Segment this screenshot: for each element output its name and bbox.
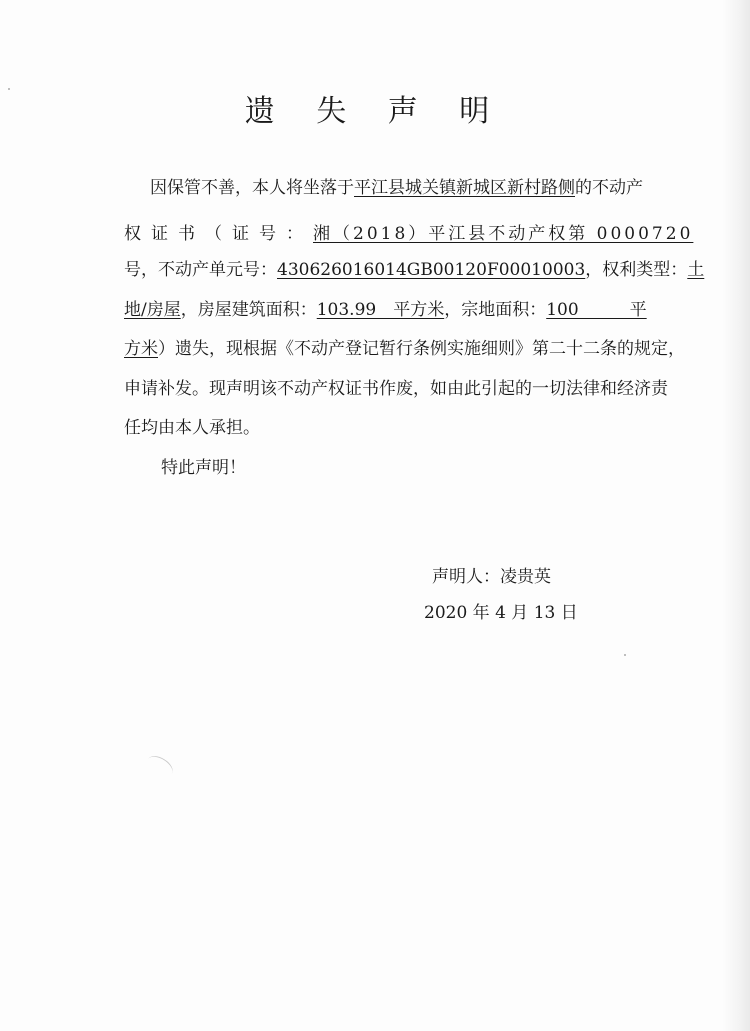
declarant-label: 声明人： — [432, 567, 500, 587]
line3-prefix: 号，不动产单元号： — [124, 260, 277, 280]
land-area-part1: 100 平 — [546, 300, 647, 320]
line4-mid2: ，宗地面积： — [444, 300, 547, 320]
declaration-date: 2020 年 4 月 13 日 — [424, 603, 578, 623]
declarant-name: 凌贵英 — [500, 567, 551, 587]
paper-scratch — [144, 752, 177, 781]
line4-mid: ，房屋建筑面积： — [180, 300, 317, 320]
land-area-part2: 方米 — [124, 339, 158, 359]
body-line-1 — [150, 176, 643, 200]
body-line-6: 申请补发。现声明该不动产权证书作废，如由此引起的一切法律和经济责 — [124, 379, 668, 399]
body-line-4 — [124, 298, 647, 322]
body-line-5 — [124, 337, 685, 361]
line5-rest: ）遗失，现根据《不动产登记暂行条例实施细则》第二十二条的规定， — [158, 339, 685, 359]
document-title: 遗 失 声 明 — [244, 94, 506, 129]
line3-suffix: ，权利类型： — [585, 260, 688, 280]
body-line-7: 任均由本人承担。 — [124, 418, 260, 438]
line2-prefix: 权证书（证号： — [124, 224, 313, 244]
body-line-3 — [124, 258, 704, 282]
property-location: 平江县城关镇新城区新村路侧 — [354, 178, 575, 198]
certificate-number: 湘（2018）平江县不动产权第 0000720 — [313, 224, 694, 244]
paper-speck — [624, 654, 626, 656]
closing-line: 特此声明！ — [161, 458, 246, 478]
building-area: 103.99 平方米 — [316, 300, 445, 320]
right-type-part2: 地/房屋 — [124, 300, 181, 320]
paper-edge-shadow — [722, 0, 750, 1031]
line1-prefix: 因保管不善，本人将坐落于 — [150, 178, 354, 198]
paper-speck — [8, 88, 10, 90]
right-type-part1: 土 — [687, 260, 705, 280]
body-line-2 — [124, 222, 693, 246]
declarant — [432, 562, 551, 587]
line1-suffix: 的不动产 — [575, 178, 643, 198]
unit-number: 430626016014GB00120F00010003 — [277, 260, 586, 280]
